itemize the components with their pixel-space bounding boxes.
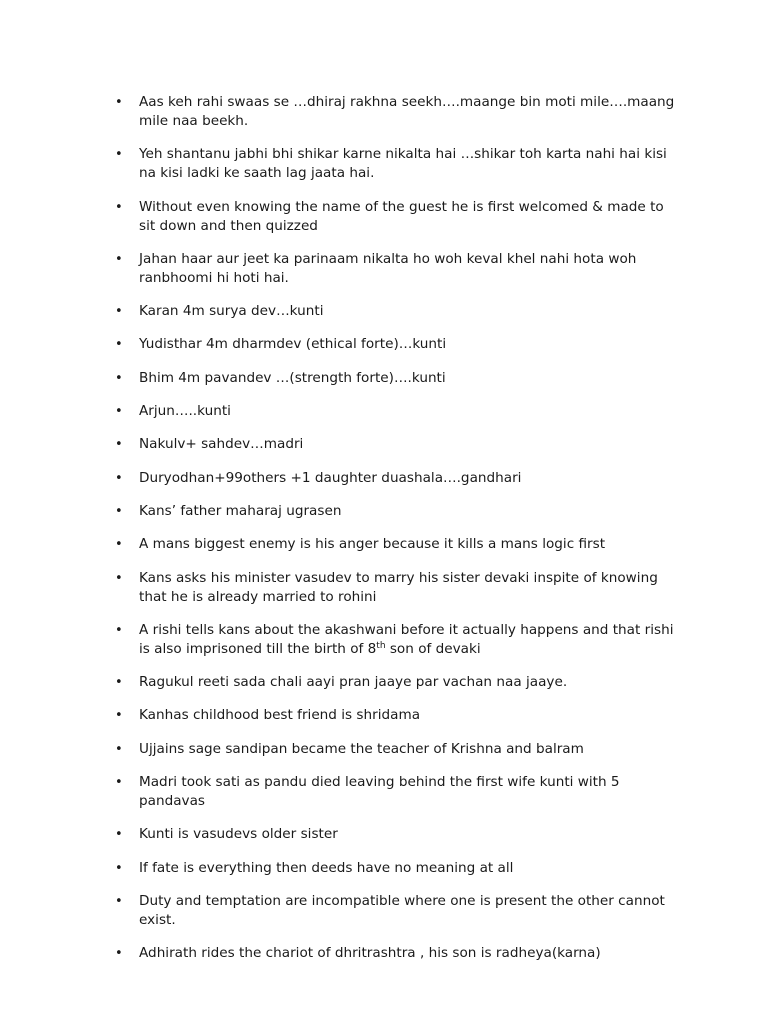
list-item-text: Bhim 4m pavandev …(strength forte)….kunti <box>139 369 446 386</box>
list-item-text: A mans biggest enemy is his anger because it kills a mans logic first <box>139 536 606 553</box>
list-item-text: Aas keh rahi swaas se …dhiraj rakhna seekh….maange bin moti mile….maang mile naa beekh. <box>139 94 675 129</box>
list-item-text: Duty and temptation are incompatible where one is present the other cannot exist. <box>139 892 665 928</box>
list-item <box>114 825 684 844</box>
bullet-icon: • <box>115 304 123 320</box>
list-item <box>114 773 684 811</box>
list-item-text: Madri took sati as pandu died leaving behind the first wife kunti with 5 pandavas <box>139 774 620 810</box>
list-item <box>114 335 684 354</box>
list-item-text: Jahan haar aur jeet ka parinaam nikalta ho woh keval khel nahi hota woh ranbhoomi hi hoti hai. <box>139 250 637 286</box>
list-item <box>114 859 684 878</box>
list-item-text: Yudisthar 4m dharmdev (ethical forte)…kunti <box>139 336 447 353</box>
bullet-icon: • <box>115 251 123 267</box>
list-item-text: Without even knowing the name of the guest he is first welcomed & made to sit down and then quizzed <box>139 198 664 234</box>
bullet-icon: • <box>115 775 123 791</box>
bullet-icon: • <box>115 470 123 486</box>
bullet-icon: • <box>115 708 123 724</box>
list-item <box>114 145 684 183</box>
bullet-icon: • <box>115 370 123 386</box>
list-item <box>114 93 684 131</box>
bullet-icon: • <box>115 570 123 586</box>
list-item <box>114 569 684 607</box>
list-item <box>114 302 684 321</box>
list-item-text: Kanhas childhood best friend is shridama <box>139 707 421 724</box>
bullet-icon: • <box>115 337 123 353</box>
list-item-text: Kans asks his minister vasudev to marry his sister devaki inspite of knowing that he is already married to rohini <box>139 569 658 605</box>
list-item <box>114 469 684 488</box>
list-item-text: Ujjains sage sandipan became the teacher of Krishna and balram <box>139 740 584 757</box>
bullet-icon: • <box>115 95 123 110</box>
list-item-text: A rishi tells kans about the akashwani before it actually happens and that rishi is also imprisoned till the birth of 8 <box>139 621 674 657</box>
list-item <box>114 502 684 521</box>
list-item <box>114 402 684 421</box>
list-item-text: Adhirath rides the chariot of dhritrashtra , his son is radheya(karna) <box>139 945 601 962</box>
bullet-icon: • <box>115 503 123 519</box>
list-item <box>114 369 684 388</box>
list-item-text: If fate is everything then deeds have no meaning at all <box>139 859 514 876</box>
list-item <box>114 706 684 725</box>
bullet-icon: • <box>115 147 123 163</box>
list-item-text: Karan 4m surya dev…kunti <box>139 303 324 320</box>
list-item <box>114 673 684 692</box>
bullet-icon: • <box>115 404 123 420</box>
list-item-text: Arjun…..kunti <box>139 403 231 420</box>
list-item-text-tail: son of devaki <box>385 640 481 657</box>
list-item <box>114 740 684 759</box>
list-item <box>114 250 684 288</box>
bullet-icon: • <box>115 946 123 962</box>
list-item <box>114 535 684 554</box>
bullet-icon: • <box>115 622 123 638</box>
bullet-icon: • <box>115 537 123 553</box>
bullet-icon: • <box>115 199 123 215</box>
list-item <box>114 198 684 236</box>
list-item-text: Kunti is vasudevs older sister <box>139 826 338 843</box>
bullet-icon: • <box>115 675 123 691</box>
list-item-text: Nakulv+ sahdev…madri <box>139 436 304 453</box>
list-item <box>114 435 684 454</box>
bullet-list <box>114 93 684 978</box>
list-item-text: Yeh shantanu jabhi bhi shikar karne nikalta hai …shikar toh karta nahi hai kisi na kisi ladki ke saath lag jaata hai. <box>139 146 667 182</box>
bullet-icon: • <box>115 827 123 843</box>
bullet-icon: • <box>115 741 123 757</box>
list-item <box>114 892 684 930</box>
list-item-text: Ragukul reeti sada chali aayi pran jaaye par vachan naa jaaye. <box>139 674 568 691</box>
bullet-icon: • <box>115 860 123 876</box>
bullet-icon: • <box>115 437 123 453</box>
list-item <box>114 944 684 963</box>
list-item-text: Duryodhan+99others +1 daughter duashala….gandhari <box>139 469 522 486</box>
list-item <box>114 621 684 659</box>
list-item-text: Kans’ father maharaj ugrasen <box>139 502 342 519</box>
bullet-icon: • <box>115 893 123 909</box>
superscript: th <box>376 640 386 651</box>
